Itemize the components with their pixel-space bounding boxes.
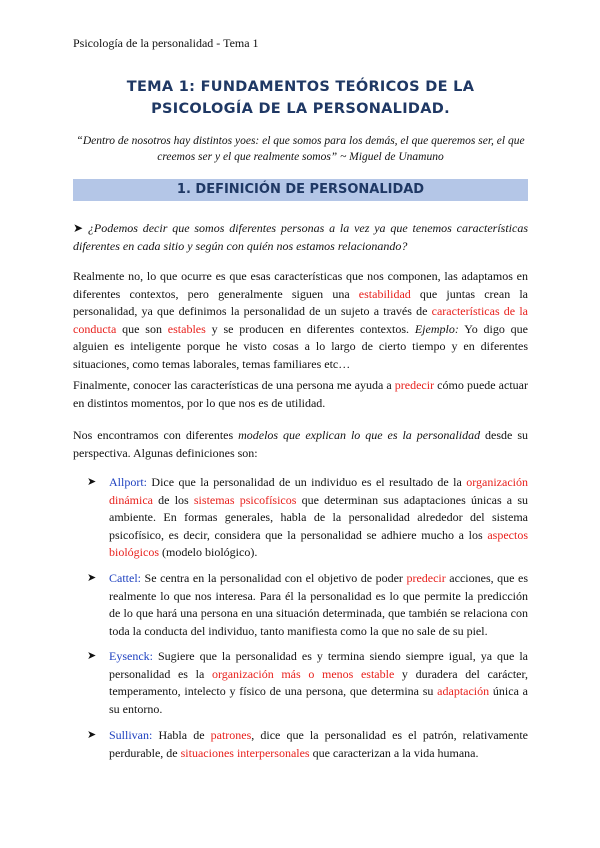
page-header: Psicología de la personalidad - Tema 1 [73,36,259,50]
highlight-term: predecir [406,571,446,585]
highlight-term: organización más o menos estable [211,666,395,681]
author-name: Cattel: [109,571,141,585]
section-heading: 1. DEFINICIÓN DE PERSONALIDAD [73,179,528,201]
page-title [73,76,528,120]
definition-eysenck [87,648,529,718]
highlight-term: características de la conducta [73,304,528,336]
question-text: ¿Podemos decir que somos diferentes personas a la vez ya que tenemos características diferentes en cada sitio y según con quién nos estamos relacionando? [73,221,529,253]
highlight-term: sistemas psicofísicos [193,492,297,507]
text: (modelo biológico). [159,545,258,560]
epigraph-quote: “Dentro de nosotros hay distintos yoes: el que somos para los demás, el que queremos ser, el que creemos ser y el que realmente somos” ~ Miguel de Unamuno [76,135,525,163]
text: Finalmente, conocer las características de una persona me ayuda a [73,378,395,392]
text: Sugiere que la personalidad es y termina siendo siempre igual, ya que la personalidad es la [109,649,528,681]
text: y se producen en diferentes contextos. [205,321,415,336]
text: Se centra en la personalidad con el objetivo de poder [141,571,407,585]
text: de los [152,492,194,507]
highlight-term: estables [167,321,206,336]
text: Dice que la personalidad de un individuo es el resultado de la [147,475,467,489]
text: única a su entorno. [109,684,528,716]
text: Realmente no, lo que ocurre es que esas características que nos componen, las adaptamos en diferentes contextos, pero generalmente siguen una [73,269,528,301]
highlight-term: situaciones interpersonales [180,745,310,760]
text: acciones, que es realmente lo que nos interesa. Para él la personalidad es lo que permite la predicción de lo que hará una persona en una situación determinada, que también se relaciona con toda la conducta del individuo, tanto manifiesta como la que no sale de su piel. [109,571,528,638]
author-name: Allport: [109,475,147,489]
highlight-term: organización dinámica [109,475,528,507]
title-line-1: TEMA 1: FUNDAMENTOS TEÓRICOS DE LA [126,79,475,95]
question-paragraph [73,220,528,255]
text: desde su perspectiva. Algunas definiciones son: [73,428,528,460]
text: Habla de [152,728,211,742]
definition-sullivan [87,727,528,762]
text: y duradera del carácter, temperamento, intelecto y físico de una persona, que determina su [109,666,529,699]
highlight-term: adaptación [437,684,490,699]
text: que caracterizan a la vida humana. [309,745,479,760]
text: Yo digo que alguien es inteligente porque he visto cosas a lo largo de cierto tiempo y en diferentes situaciones, como temas laborales, temas familiares etc… [73,321,528,371]
text: , dice que la personalidad es el patrón, relativamente perdurable, de [109,728,528,760]
arrow-bullet-icon: ➤ [87,476,97,488]
text: cómo puede actuar en distintos momentos, por lo que nos es de utilidad. [73,378,528,410]
text: que son [116,321,168,336]
title-line-2: PSICOLOGÍA DE LA PERSONALIDAD. [151,101,450,117]
definition-allport [87,474,528,562]
definition-cattel [87,570,528,640]
arrow-bullet-icon: ➤ [73,221,84,235]
highlight-term: aspectos biológicos [109,527,528,560]
author-name: Eysenck: [109,649,153,663]
arrow-bullet-icon: ➤ [87,729,97,741]
arrow-bullet-icon: ➤ [87,650,97,662]
text: que determinan sus adaptaciones únicas a su ambiente. En formas generales, habla de la personalidad alrededor del sistema psicofísico, es decir, considera que la personalidad se adhiere mucho a los [109,492,528,542]
highlight-term: estabilidad [358,286,411,301]
highlight-term: predecir [394,378,435,392]
text: Nos encontramos con diferentes [73,428,239,442]
arrow-bullet-icon: ➤ [87,572,97,584]
highlight-term: patrones [210,728,252,742]
paragraph-2 [73,377,528,412]
paragraph-1 [73,268,528,374]
author-name: Sullivan: [109,728,153,742]
italic-term: modelos que explican lo que es la personalidad [238,428,481,442]
text: que juntas crean la personalidad, ya que definimos la personalidad de un sujeto a través de [73,286,528,319]
paragraph-3 [73,427,528,462]
example-label: Ejemplo: [414,321,459,336]
